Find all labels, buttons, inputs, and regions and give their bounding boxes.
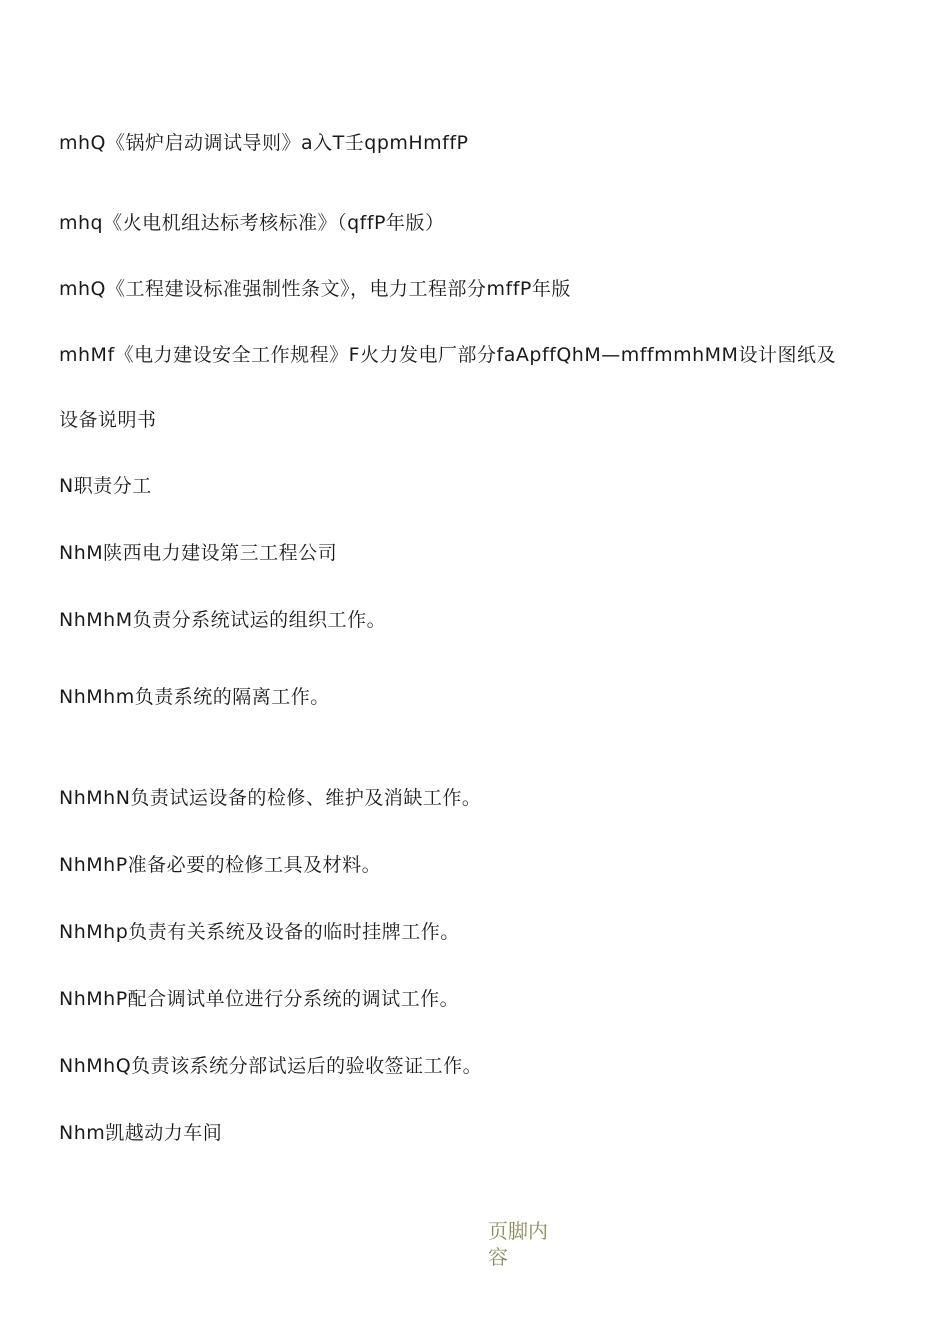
- page-footer: 页脚内容: [488, 1219, 548, 1269]
- reference-item-boiler-guideline: mhQ《锅炉启动调试导则》a入T壬qpmHmffP: [59, 132, 469, 154]
- reference-item-mandatory-provisions: mhQ《工程建设标准强制性条文》，电力工程部分mffP年版: [59, 278, 571, 300]
- reference-item-safety-code: mhMf《电力建设安全工作规程》F火力发电厂部分faApffQhM—mffmmhMM设计图纸及: [59, 344, 836, 366]
- duty-item-cooperation: NhMhP配合调试单位进行分系统的调试工作。: [59, 988, 460, 1010]
- duty-item-organization: NhMhM负责分系统试运的组织工作。: [59, 609, 387, 631]
- duty-item-acceptance: NhMhQ负责该系统分部试运后的验收签证工作。: [59, 1055, 483, 1077]
- duty-item-isolation: NhMhm负责系统的隔离工作。: [59, 686, 330, 708]
- subsection-heading-company: NhM陕西电力建设第三工程公司: [59, 542, 338, 564]
- section-heading-responsibilities: N职责分工: [59, 475, 152, 497]
- reference-item-thermal-standard: mhq《火电机组达标考核标准》（qffP年版）: [59, 212, 445, 234]
- duty-item-maintenance: NhMhN负责试运设备的检修、维护及消缺工作。: [59, 787, 482, 809]
- duty-item-tools: NhMhP准备必要的检修工具及材料。: [59, 854, 382, 876]
- duty-item-tagging: NhMhp负责有关系统及设备的临时挂牌工作。: [59, 921, 460, 943]
- reference-item-continuation: 设备说明书: [59, 409, 157, 431]
- subsection-heading-workshop: Nhm凯越动力车间: [59, 1122, 223, 1144]
